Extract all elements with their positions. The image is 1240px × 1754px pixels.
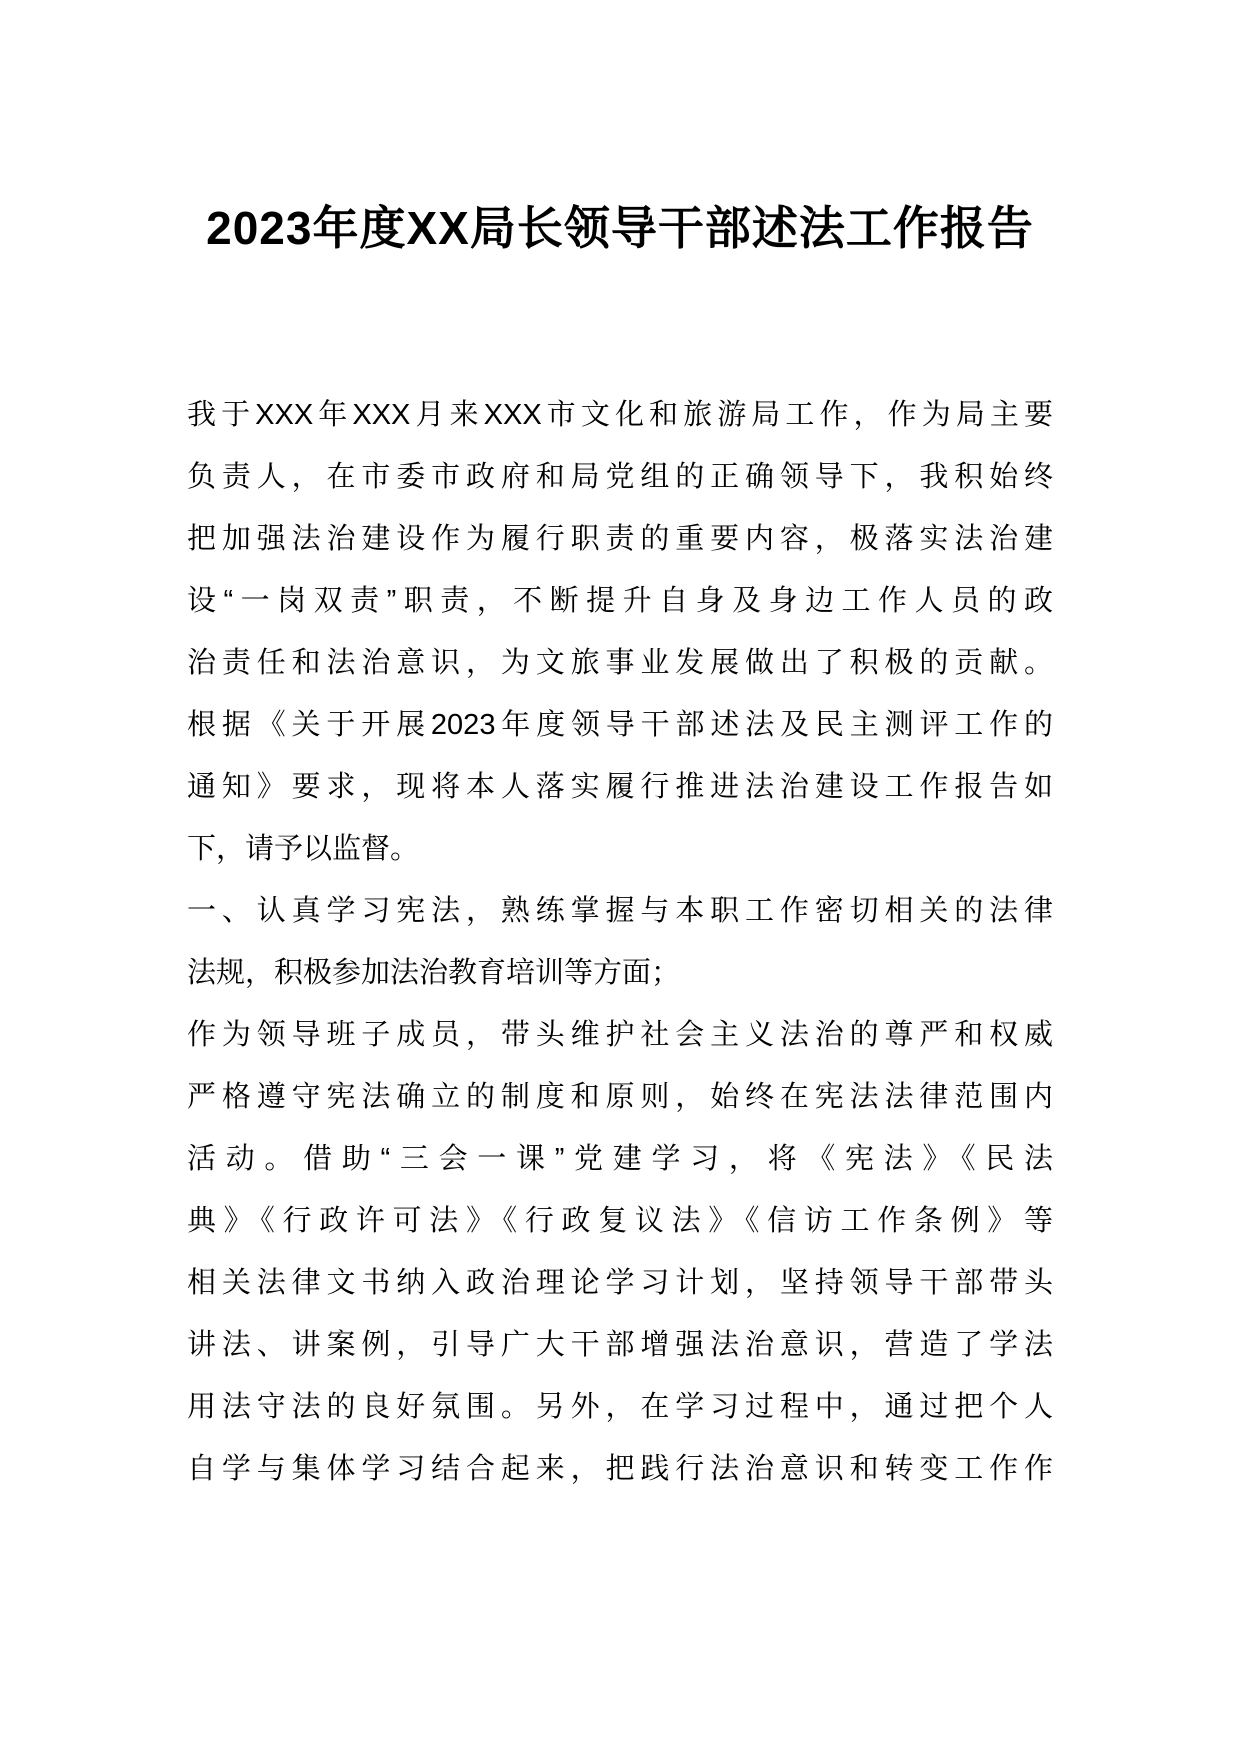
text-line: 相关法律文书纳入政治理论学习计划，坚持领导干部带头 (187, 1267, 1053, 1299)
text-line: 自学与集体学习结合起来，把践行法治意识和转变工作作 (187, 1453, 1053, 1485)
text-line: 法规，积极参加法治教育培训等方面； (187, 957, 681, 989)
document-body (0, 384, 1240, 1500)
text-line: 活动。借助“三会一课”党建学习，将《宪法》《民法 (187, 1143, 1053, 1175)
text-line: 设“一岗双责”职责，不断提升自身及身边工作人员的政 (187, 585, 1053, 617)
text-line: 治责任和法治意识，为文旅事业发展做出了积极的贡献。 (187, 647, 1053, 679)
document-title: 2023年度XX局长领导干部述法工作报告 (206, 202, 1034, 254)
text-line: 通知》要求，现将本人落实履行推进法治建设工作报告如 (187, 771, 1053, 803)
text-line: 根据《关于开展2023年度领导干部述法及民主测评工作的 (187, 709, 1053, 741)
text-line: 把加强法治建设作为履行职责的重要内容，极落实法治建 (187, 523, 1053, 555)
text-line: 严格遵守宪法确立的制度和原则，始终在宪法法律范围内 (187, 1081, 1053, 1113)
text-line: 下，请予以监督。 (187, 833, 420, 865)
text-line: 典》《行政许可法》《行政复议法》《信访工作条例》等 (187, 1205, 1053, 1237)
text-line: 我于XXX年XXX月来XXX市文化和旅游局工作，作为局主要 (187, 399, 1053, 431)
text-line: 一、认真学习宪法，熟练掌握与本职工作密切相关的法律 (187, 895, 1053, 927)
text-line: 用法守法的良好氛围。另外，在学习过程中，通过把个人 (187, 1391, 1053, 1423)
text-line: 讲法、讲案例，引导广大干部增强法治意识，营造了学法 (187, 1329, 1053, 1361)
text-line: 作为领导班子成员，带头维护社会主义法治的尊严和权威 (187, 1019, 1053, 1051)
text-line: 负责人，在市委市政府和局党组的正确领导下，我积始终 (187, 461, 1053, 493)
